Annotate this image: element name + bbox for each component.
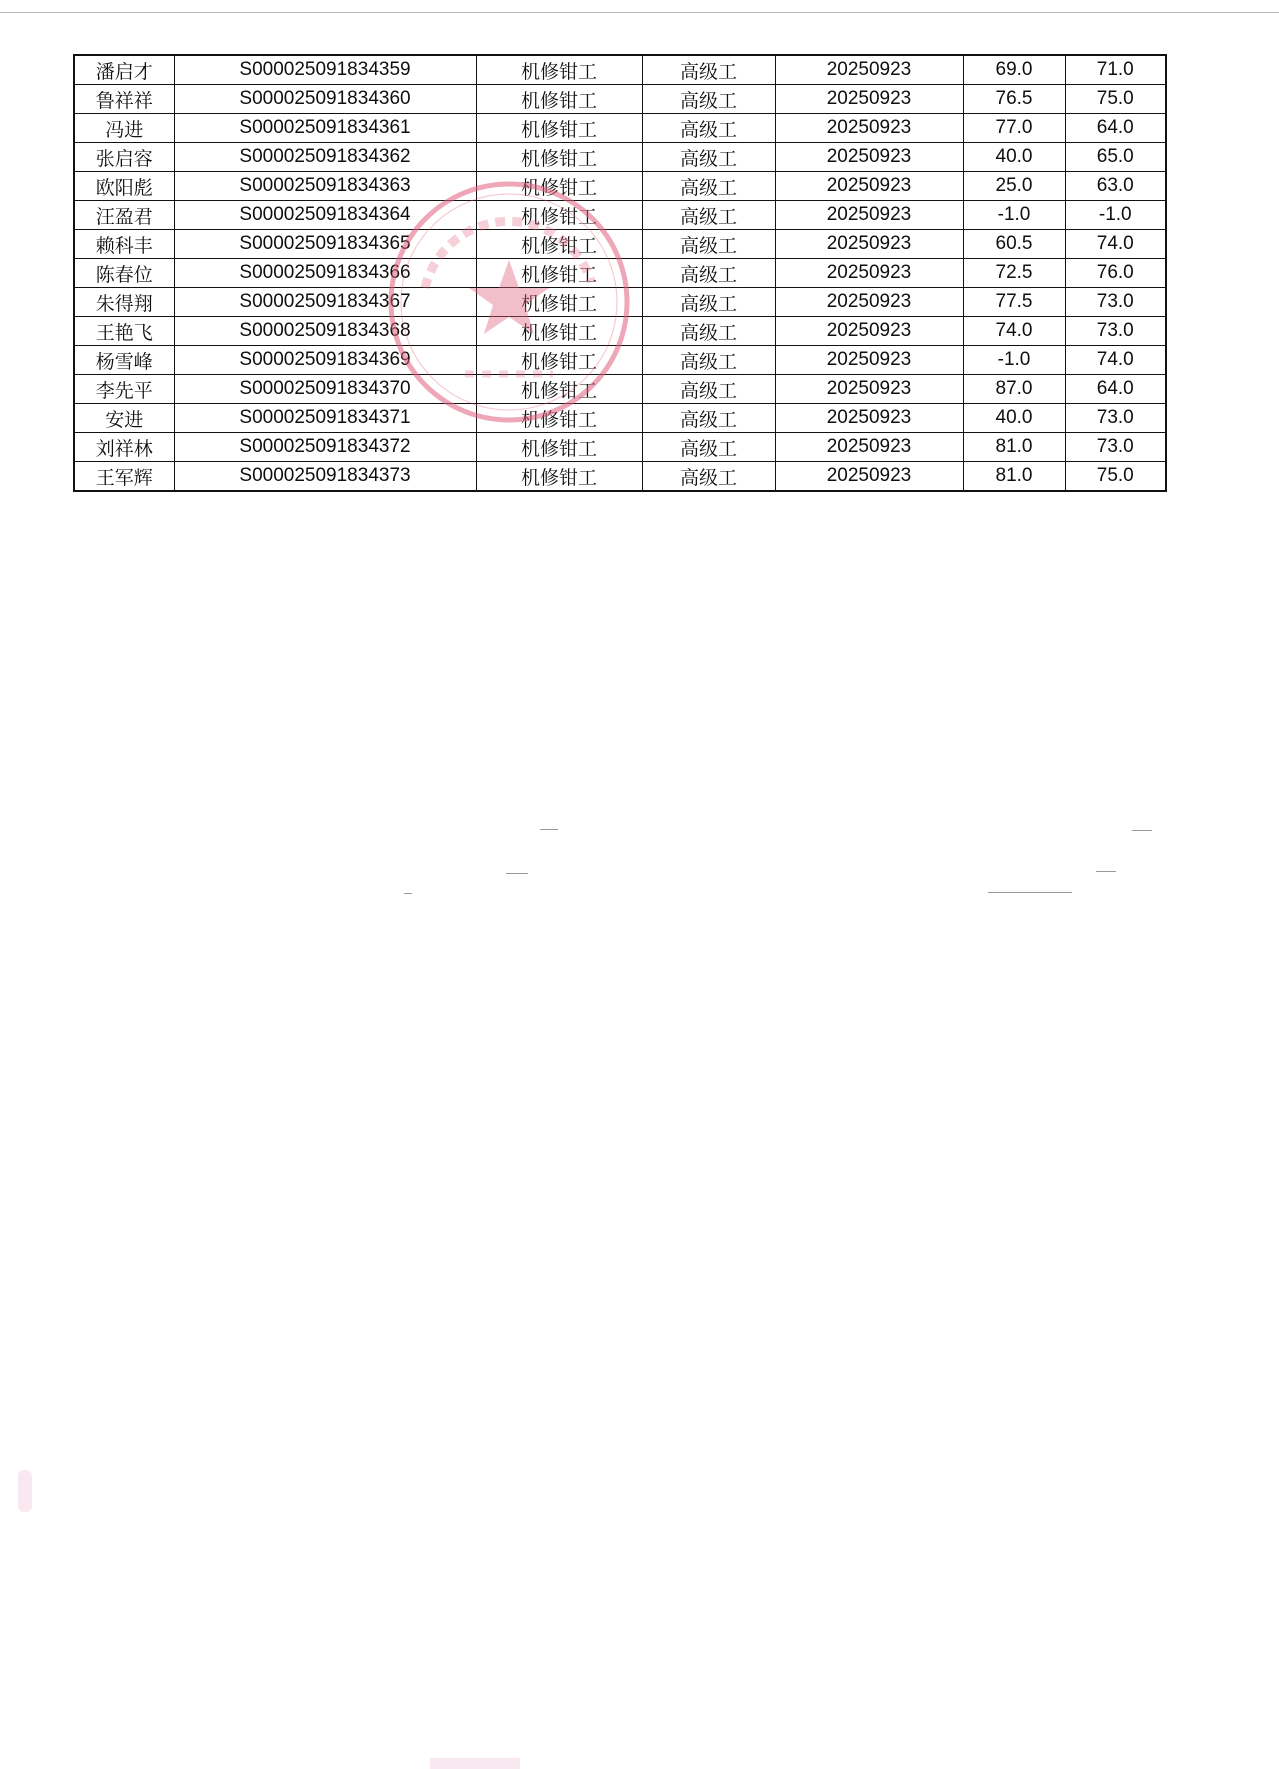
occupation-cell: 机修钳工 — [476, 433, 642, 462]
certificate-id-cell: S000025091834368 — [174, 317, 476, 346]
score-1-cell: 77.0 — [963, 114, 1065, 143]
exam-date-cell: 20250923 — [775, 346, 963, 375]
candidate-name-cell: 欧阳彪 — [74, 172, 174, 201]
skill-level-cell: 高级工 — [642, 172, 775, 201]
exam-date-cell: 20250923 — [775, 259, 963, 288]
certificate-id-cell: S000025091834367 — [174, 288, 476, 317]
table-row — [74, 433, 1166, 462]
certificate-id-cell: S000025091834373 — [174, 462, 476, 492]
certificate-id-cell: S000025091834361 — [174, 114, 476, 143]
table-row — [74, 172, 1166, 201]
table-row — [74, 143, 1166, 172]
table-row — [74, 375, 1166, 404]
table-row — [74, 288, 1166, 317]
page-top-edge-line — [0, 12, 1279, 13]
score-1-cell: 76.5 — [963, 85, 1065, 114]
scan-smudge — [18, 1470, 32, 1512]
score-1-cell: 72.5 — [963, 259, 1065, 288]
certificate-id-cell: S000025091834369 — [174, 346, 476, 375]
skill-level-cell: 高级工 — [642, 375, 775, 404]
certificate-id-cell: S000025091834363 — [174, 172, 476, 201]
table-row — [74, 462, 1166, 492]
candidate-name-cell: 杨雪峰 — [74, 346, 174, 375]
table-row — [74, 114, 1166, 143]
score-1-cell: 81.0 — [963, 462, 1065, 492]
score-1-cell: -1.0 — [963, 346, 1065, 375]
occupation-cell: 机修钳工 — [476, 172, 642, 201]
certificate-id-cell: S000025091834371 — [174, 404, 476, 433]
score-2-cell: 73.0 — [1065, 288, 1166, 317]
certificate-id-cell: S000025091834370 — [174, 375, 476, 404]
score-2-cell: 65.0 — [1065, 143, 1166, 172]
candidate-name-cell: 汪盈君 — [74, 201, 174, 230]
certificate-id-cell: S000025091834360 — [174, 85, 476, 114]
score-1-cell: 87.0 — [963, 375, 1065, 404]
candidate-name-cell: 鲁祥祥 — [74, 85, 174, 114]
score-1-cell: 40.0 — [963, 143, 1065, 172]
certificate-id-cell: S000025091834366 — [174, 259, 476, 288]
exam-score-table-body — [74, 55, 1166, 491]
scan-speck — [404, 893, 412, 894]
table-row — [74, 55, 1166, 85]
candidate-name-cell: 陈春位 — [74, 259, 174, 288]
skill-level-cell: 高级工 — [642, 462, 775, 492]
score-2-cell: -1.0 — [1065, 201, 1166, 230]
skill-level-cell: 高级工 — [642, 404, 775, 433]
scan-speck — [988, 892, 1072, 893]
table-row — [74, 404, 1166, 433]
candidate-name-cell: 李先平 — [74, 375, 174, 404]
candidate-name-cell: 张启容 — [74, 143, 174, 172]
score-1-cell: 25.0 — [963, 172, 1065, 201]
exam-date-cell: 20250923 — [775, 85, 963, 114]
table-row — [74, 346, 1166, 375]
exam-date-cell: 20250923 — [775, 375, 963, 404]
score-2-cell: 71.0 — [1065, 55, 1166, 85]
exam-date-cell: 20250923 — [775, 55, 963, 85]
skill-level-cell: 高级工 — [642, 288, 775, 317]
exam-date-cell: 20250923 — [775, 230, 963, 259]
skill-level-cell: 高级工 — [642, 201, 775, 230]
skill-level-cell: 高级工 — [642, 433, 775, 462]
score-2-cell: 74.0 — [1065, 346, 1166, 375]
occupation-cell: 机修钳工 — [476, 462, 642, 492]
exam-date-cell: 20250923 — [775, 172, 963, 201]
certificate-id-cell: S000025091834372 — [174, 433, 476, 462]
occupation-cell: 机修钳工 — [476, 85, 642, 114]
score-2-cell: 75.0 — [1065, 85, 1166, 114]
score-2-cell: 76.0 — [1065, 259, 1166, 288]
table-row — [74, 259, 1166, 288]
score-2-cell: 64.0 — [1065, 114, 1166, 143]
table-row — [74, 230, 1166, 259]
exam-date-cell: 20250923 — [775, 404, 963, 433]
occupation-cell: 机修钳工 — [476, 55, 642, 85]
score-1-cell: 77.5 — [963, 288, 1065, 317]
certificate-id-cell: S000025091834365 — [174, 230, 476, 259]
exam-date-cell: 20250923 — [775, 317, 963, 346]
scan-smudge — [430, 1758, 520, 1769]
score-1-cell: -1.0 — [963, 201, 1065, 230]
skill-level-cell: 高级工 — [642, 346, 775, 375]
certificate-id-cell: S000025091834362 — [174, 143, 476, 172]
skill-level-cell: 高级工 — [642, 259, 775, 288]
certificate-id-cell: S000025091834359 — [174, 55, 476, 85]
table-row — [74, 317, 1166, 346]
score-2-cell: 75.0 — [1065, 462, 1166, 492]
occupation-cell: 机修钳工 — [476, 288, 642, 317]
exam-date-cell: 20250923 — [775, 201, 963, 230]
score-2-cell: 73.0 — [1065, 317, 1166, 346]
occupation-cell: 机修钳工 — [476, 201, 642, 230]
table-row — [74, 85, 1166, 114]
exam-date-cell: 20250923 — [775, 143, 963, 172]
scan-speck — [1132, 830, 1152, 831]
score-1-cell: 60.5 — [963, 230, 1065, 259]
candidate-name-cell: 冯进 — [74, 114, 174, 143]
scan-speck — [1096, 871, 1116, 872]
occupation-cell: 机修钳工 — [476, 259, 642, 288]
score-1-cell: 40.0 — [963, 404, 1065, 433]
score-2-cell: 73.0 — [1065, 404, 1166, 433]
candidate-name-cell: 潘启才 — [74, 55, 174, 85]
occupation-cell: 机修钳工 — [476, 346, 642, 375]
skill-level-cell: 高级工 — [642, 230, 775, 259]
occupation-cell: 机修钳工 — [476, 230, 642, 259]
exam-date-cell: 20250923 — [775, 433, 963, 462]
skill-level-cell: 高级工 — [642, 55, 775, 85]
candidate-name-cell: 王军辉 — [74, 462, 174, 492]
score-2-cell: 64.0 — [1065, 375, 1166, 404]
scan-speck — [506, 873, 528, 874]
candidate-name-cell: 安进 — [74, 404, 174, 433]
candidate-name-cell: 王艳飞 — [74, 317, 174, 346]
certificate-id-cell: S000025091834364 — [174, 201, 476, 230]
exam-date-cell: 20250923 — [775, 114, 963, 143]
skill-level-cell: 高级工 — [642, 85, 775, 114]
table-row — [74, 201, 1166, 230]
skill-level-cell: 高级工 — [642, 114, 775, 143]
exam-date-cell: 20250923 — [775, 462, 963, 492]
occupation-cell: 机修钳工 — [476, 114, 642, 143]
score-1-cell: 74.0 — [963, 317, 1065, 346]
score-2-cell: 73.0 — [1065, 433, 1166, 462]
occupation-cell: 机修钳工 — [476, 404, 642, 433]
occupation-cell: 机修钳工 — [476, 143, 642, 172]
candidate-name-cell: 刘祥林 — [74, 433, 174, 462]
exam-score-table — [73, 54, 1167, 492]
scan-speck — [540, 829, 558, 830]
score-2-cell: 63.0 — [1065, 172, 1166, 201]
score-1-cell: 81.0 — [963, 433, 1065, 462]
candidate-name-cell: 赖科丰 — [74, 230, 174, 259]
score-2-cell: 74.0 — [1065, 230, 1166, 259]
skill-level-cell: 高级工 — [642, 317, 775, 346]
skill-level-cell: 高级工 — [642, 143, 775, 172]
occupation-cell: 机修钳工 — [476, 375, 642, 404]
score-1-cell: 69.0 — [963, 55, 1065, 85]
candidate-name-cell: 朱得翔 — [74, 288, 174, 317]
exam-date-cell: 20250923 — [775, 288, 963, 317]
occupation-cell: 机修钳工 — [476, 317, 642, 346]
